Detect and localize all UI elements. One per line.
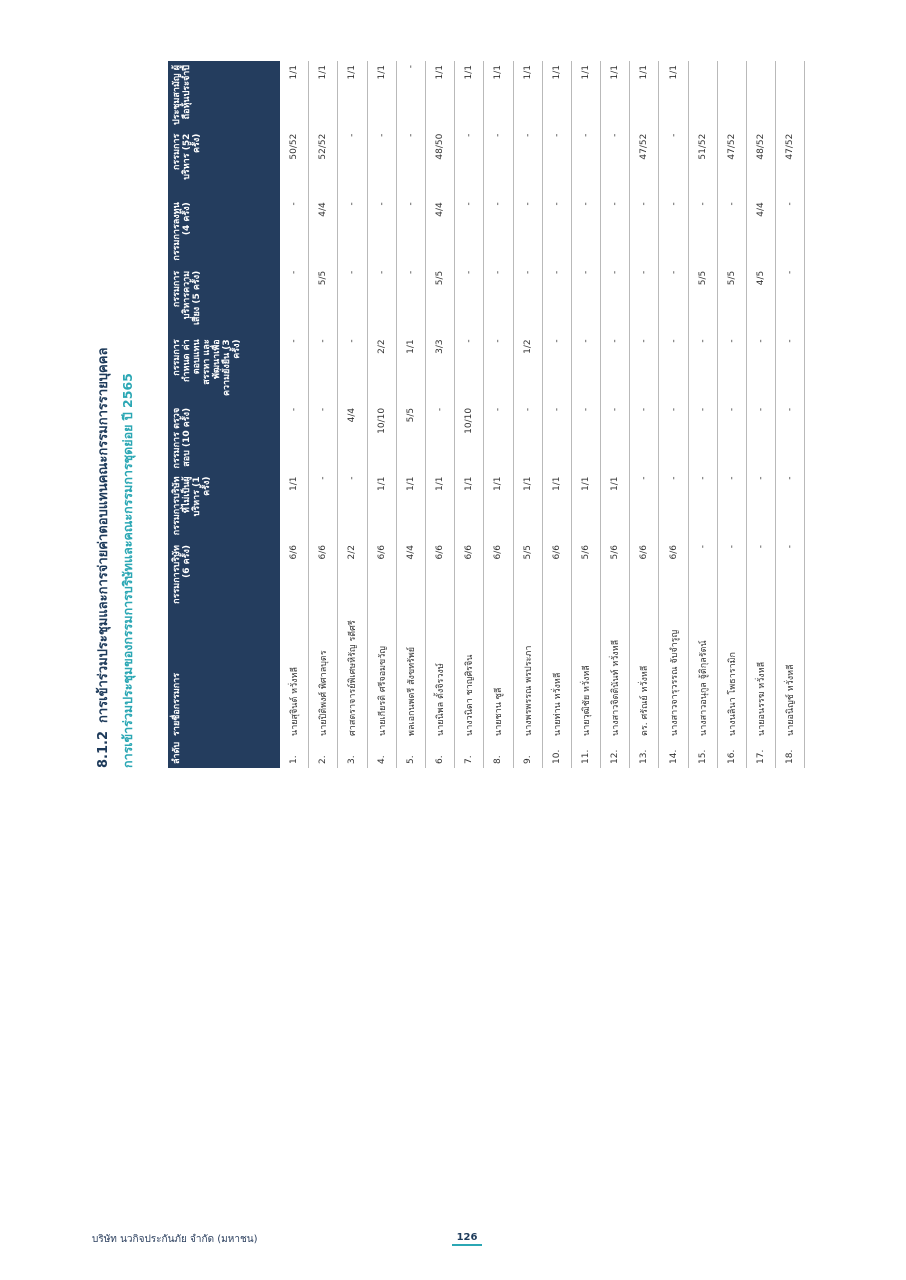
attendance-cell: -	[309, 335, 338, 404]
attendance-cell: -	[338, 472, 367, 541]
row-number: 7.	[455, 740, 484, 768]
attendance-cell: -	[484, 404, 513, 473]
header-committee: กรรมการลงทุน (4 ครั้ง)	[168, 198, 280, 267]
attendance-cell: -	[309, 472, 338, 541]
attendance-cell: 1/1	[338, 61, 367, 130]
attendance-cell: -	[484, 335, 513, 404]
attendance-cell: 1/1	[484, 61, 513, 130]
attendance-cell: -	[338, 130, 367, 199]
attendance-cell: -	[367, 267, 396, 336]
attendance-cell: -	[484, 267, 513, 336]
attendance-cell: 48/52	[747, 130, 776, 199]
attendance-cell: 2/2	[338, 541, 367, 610]
table-row	[338, 61, 367, 768]
row-number: 5.	[396, 740, 425, 768]
attendance-cell: -	[717, 404, 746, 473]
director-name: นายอนรรฆ หวั่งหลี	[747, 610, 776, 740]
attendance-cell: 1/1	[367, 472, 396, 541]
attendance-cell: 2/2	[367, 335, 396, 404]
attendance-cell: -	[601, 130, 630, 199]
header-committee: กรรมการบริษัท (6 ครั้ง)	[168, 541, 280, 610]
attendance-cell: 1/2	[513, 335, 542, 404]
attendance-cell: -	[455, 335, 484, 404]
director-name: นายสุจินต์ หวั่งหลี	[280, 610, 309, 740]
attendance-cell: -	[688, 198, 717, 267]
table-row	[571, 61, 600, 768]
section-heading	[92, 48, 113, 768]
director-name: นางสาวจิตตินันท์ หวั่งหลี	[601, 610, 630, 740]
table-body	[280, 61, 805, 768]
attendance-cell: 4/4	[338, 404, 367, 473]
attendance-cell: -	[601, 198, 630, 267]
table-header-row	[168, 61, 280, 768]
header-committee: กรรมการบริหาร (52 ครั้ง)	[168, 130, 280, 199]
row-number: 10.	[542, 740, 571, 768]
attendance-cell: 1/1	[513, 472, 542, 541]
attendance-cell: 10/10	[367, 404, 396, 473]
table-row	[717, 61, 746, 768]
attendance-cell: -	[601, 335, 630, 404]
attendance-cell: -	[513, 267, 542, 336]
row-number: 15.	[688, 740, 717, 768]
row-number: 2.	[309, 740, 338, 768]
attendance-cell: 1/1	[601, 472, 630, 541]
attendance-cell: 1/1	[425, 61, 454, 130]
header-committee: กรรมการกำหนด ค่าตอบแทนสรรหา และพัฒนาเพื่อ ความยั่งยืน (3 ครั้ง)	[168, 335, 280, 404]
attendance-cell: -	[747, 541, 776, 610]
section-number: 8.1.2	[96, 730, 111, 768]
attendance-cell: -	[601, 267, 630, 336]
attendance-cell: 51/52	[688, 130, 717, 199]
attendance-cell: -	[542, 335, 571, 404]
attendance-cell: -	[455, 130, 484, 199]
row-number: 13.	[630, 740, 659, 768]
attendance-cell: -	[747, 335, 776, 404]
attendance-cell: 1/1	[396, 335, 425, 404]
attendance-cell: -	[717, 198, 746, 267]
attendance-cell: -	[396, 130, 425, 199]
attendance-cell: -	[776, 541, 805, 610]
row-number: 6.	[425, 740, 454, 768]
attendance-cell: -	[455, 267, 484, 336]
attendance-cell	[688, 61, 717, 130]
header-name: รายชื่อกรรมการ	[168, 610, 280, 740]
attendance-cell: 50/52	[280, 130, 309, 199]
director-name: นายท่าน หวั่งหลี	[542, 610, 571, 740]
attendance-cell: 1/1	[630, 61, 659, 130]
attendance-cell: 47/52	[630, 130, 659, 199]
attendance-cell: -	[747, 404, 776, 473]
attendance-cell: -	[630, 335, 659, 404]
director-name: นางสาวจารุวรรณ จับจำรูญ	[659, 610, 688, 740]
attendance-cell: 4/5	[747, 267, 776, 336]
row-number: 3.	[338, 740, 367, 768]
attendance-cell: 6/6	[484, 541, 513, 610]
table-row	[367, 61, 396, 768]
attendance-cell: 6/6	[455, 541, 484, 610]
section-title: การเข้าร่วมประชุมและการจ่ายค่าตอบแทนคณะกรรมการรายบุคคล	[96, 347, 111, 723]
director-name: นายอนิญช์ หวั่งหลี	[776, 610, 805, 740]
attendance-cell: -	[688, 335, 717, 404]
attendance-cell: 6/6	[367, 541, 396, 610]
attendance-cell: 1/1	[280, 61, 309, 130]
attendance-cell: 1/1	[542, 61, 571, 130]
attendance-cell: 1/1	[659, 61, 688, 130]
attendance-cell: 6/6	[630, 541, 659, 610]
attendance-cell: -	[659, 472, 688, 541]
attendance-cell: 47/52	[717, 130, 746, 199]
attendance-cell: -	[630, 267, 659, 336]
attendance-cell: 6/6	[280, 541, 309, 610]
attendance-cell: -	[688, 472, 717, 541]
attendance-cell: -	[659, 198, 688, 267]
header-no: ลำดับ	[168, 740, 280, 768]
row-number: 9.	[513, 740, 542, 768]
table-row	[601, 61, 630, 768]
attendance-cell: -	[747, 472, 776, 541]
attendance-cell: 5/5	[425, 267, 454, 336]
attendance-cell: 6/6	[309, 541, 338, 610]
attendance-cell: -	[659, 335, 688, 404]
header-committee: ประชุมสามัญ ผู้ถือหุ้นประจำปี	[168, 61, 280, 130]
attendance-cell: -	[425, 404, 454, 473]
attendance-cell: -	[688, 541, 717, 610]
director-name: นางนลินา โพธารามิก	[717, 610, 746, 740]
attendance-cell: -	[630, 472, 659, 541]
attendance-cell	[747, 61, 776, 130]
attendance-cell: 5/5	[513, 541, 542, 610]
attendance-cell: 1/1	[455, 61, 484, 130]
attendance-cell: 1/1	[601, 61, 630, 130]
attendance-cell: 48/50	[425, 130, 454, 199]
attendance-cell: -	[513, 404, 542, 473]
attendance-cell: 1/1	[571, 61, 600, 130]
attendance-cell: -	[396, 198, 425, 267]
attendance-cell: -	[601, 404, 630, 473]
attendance-cell: -	[659, 267, 688, 336]
attendance-cell: 4/4	[747, 198, 776, 267]
attendance-cell: -	[309, 404, 338, 473]
attendance-cell: -	[630, 198, 659, 267]
table-row	[659, 61, 688, 768]
row-number: 17.	[747, 740, 776, 768]
table-row	[396, 61, 425, 768]
attendance-cell: 1/1	[513, 61, 542, 130]
attendance-cell: -	[688, 404, 717, 473]
attendance-cell: -	[280, 404, 309, 473]
attendance-cell: -	[717, 472, 746, 541]
attendance-cell: 4/4	[425, 198, 454, 267]
attendance-cell: -	[659, 404, 688, 473]
director-name: นางสาวอนุกูล จู้ติกุลรัตน์	[688, 610, 717, 740]
director-name: นางวนิดา ชาญศิรจิน	[455, 610, 484, 740]
row-number: 1.	[280, 740, 309, 768]
table-row	[542, 61, 571, 768]
attendance-cell: -	[571, 404, 600, 473]
attendance-cell: -	[717, 335, 746, 404]
attendance-cell	[717, 61, 746, 130]
attendance-cell: -	[338, 335, 367, 404]
attendance-cell: 1/1	[367, 61, 396, 130]
attendance-cell: 1/1	[309, 61, 338, 130]
table-row	[455, 61, 484, 768]
attendance-cell	[776, 61, 805, 130]
director-name: นายวุฒิชัย หวั่งหลี	[571, 610, 600, 740]
table-row	[630, 61, 659, 768]
attendance-cell: -	[396, 61, 425, 130]
table-row	[484, 61, 513, 768]
director-name: นางพรพรรณ พรประภา	[513, 610, 542, 740]
director-name: นายชาน ซูลี	[484, 610, 513, 740]
attendance-cell: 5/5	[688, 267, 717, 336]
attendance-cell: -	[571, 335, 600, 404]
director-name: ดร. ศรัณย์ หวั่งหลี	[630, 610, 659, 740]
row-number: 11.	[571, 740, 600, 768]
attendance-cell: -	[659, 130, 688, 199]
attendance-cell: 1/1	[425, 472, 454, 541]
attendance-cell: 1/1	[280, 472, 309, 541]
attendance-cell: -	[776, 404, 805, 473]
attendance-cell: -	[776, 267, 805, 336]
table-row	[688, 61, 717, 768]
attendance-cell: 5/6	[601, 541, 630, 610]
attendance-cell: 3/3	[425, 335, 454, 404]
attendance-cell: 1/1	[396, 472, 425, 541]
attendance-cell: 5/5	[717, 267, 746, 336]
attendance-cell: -	[571, 130, 600, 199]
attendance-cell: -	[542, 404, 571, 473]
attendance-cell: -	[280, 335, 309, 404]
row-number: 18.	[776, 740, 805, 768]
table-row	[309, 61, 338, 768]
attendance-cell: -	[455, 198, 484, 267]
attendance-cell: -	[513, 130, 542, 199]
attendance-cell: 5/5	[396, 404, 425, 473]
attendance-cell: 1/1	[484, 472, 513, 541]
attendance-cell: -	[571, 198, 600, 267]
table-row	[747, 61, 776, 768]
attendance-cell: -	[367, 130, 396, 199]
company-name: บริษัท นวกิจประกันภัย จำกัด (มหาชน)	[92, 1234, 258, 1245]
attendance-cell: 1/1	[542, 472, 571, 541]
director-name: พลเอกนพดรี สังขทรัพย์	[396, 610, 425, 740]
attendance-cell: 5/6	[571, 541, 600, 610]
page-number: 126	[452, 1232, 482, 1246]
attendance-cell: -	[338, 267, 367, 336]
row-number: 12.	[601, 740, 630, 768]
director-name: นายปิติพงศ์ พิศาลบุตร	[309, 610, 338, 740]
attendance-cell: -	[280, 267, 309, 336]
header-committee: กรรมการ ตรวจสอบ (10 ครั้ง)	[168, 404, 280, 473]
table-row	[776, 61, 805, 768]
attendance-cell: -	[338, 198, 367, 267]
attendance-cell: -	[571, 267, 600, 336]
attendance-cell: 52/52	[309, 130, 338, 199]
attendance-cell: -	[776, 198, 805, 267]
attendance-cell: 1/1	[455, 472, 484, 541]
attendance-cell: -	[513, 198, 542, 267]
attendance-cell: -	[484, 198, 513, 267]
director-name: นายเกียรติ ศรีจอมขวัญ	[367, 610, 396, 740]
row-number: 4.	[367, 740, 396, 768]
attendance-cell: 10/10	[455, 404, 484, 473]
attendance-cell: 6/6	[659, 541, 688, 610]
attendance-cell: 6/6	[542, 541, 571, 610]
attendance-cell: -	[396, 267, 425, 336]
attendance-cell: 4/4	[309, 198, 338, 267]
attendance-cell: 5/5	[309, 267, 338, 336]
attendance-cell: -	[280, 198, 309, 267]
attendance-cell: -	[630, 404, 659, 473]
attendance-cell: -	[367, 198, 396, 267]
director-name: ศาสตราจารย์พิเศษหิรัญ รดีศรี	[338, 610, 367, 740]
header-committee: กรรมการบริษัท ที่ไม่เป็นผู้บริหาร (1 ครั้ง)	[168, 472, 280, 541]
row-number: 16.	[717, 740, 746, 768]
attendance-cell: -	[717, 541, 746, 610]
attendance-cell: -	[542, 198, 571, 267]
table-caption: การเข้าร่วมประชุมของกรรมการบริษัทและคณะกรรมการชุดย่อย ปี 2565	[120, 373, 135, 768]
attendance-cell: 4/4	[396, 541, 425, 610]
attendance-cell: -	[542, 130, 571, 199]
attendance-cell: 1/1	[571, 472, 600, 541]
attendance-cell: -	[484, 130, 513, 199]
attendance-cell: 6/6	[425, 541, 454, 610]
attendance-cell: -	[776, 472, 805, 541]
header-committee: กรรมการ บริหารความเสี่ยง (5 ครั้ง)	[168, 267, 280, 336]
attendance-cell: -	[776, 335, 805, 404]
attendance-cell: 47/52	[776, 130, 805, 199]
director-name: นายนิพล ตั้งจิรวงษ์	[425, 610, 454, 740]
table-row	[280, 61, 309, 768]
table-row	[513, 61, 542, 768]
row-number: 8.	[484, 740, 513, 768]
attendance-table	[168, 61, 805, 768]
row-number: 14.	[659, 740, 688, 768]
attendance-cell: -	[542, 267, 571, 336]
table-row	[425, 61, 454, 768]
